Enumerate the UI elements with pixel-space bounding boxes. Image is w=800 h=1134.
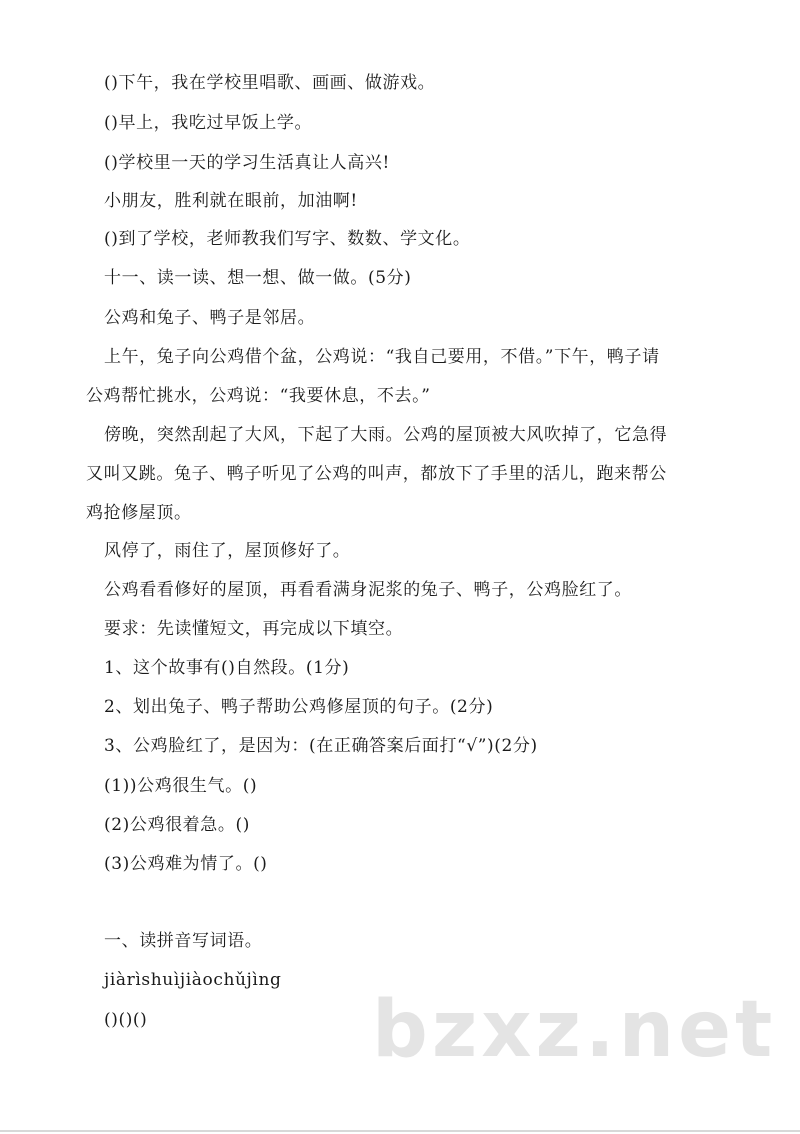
- answer-blanks: ()()(): [104, 1010, 148, 1030]
- requirement-text: 要求：先读懂短文，再完成以下填空。: [104, 619, 404, 639]
- option-2: (2)公鸡很着急。(): [104, 815, 250, 835]
- story-paragraph-3-line-1: 傍晚，突然刮起了大风，下起了大雨。公鸡的屋顶被大风吹掉了，它急得: [104, 425, 668, 445]
- option-1: (1))公鸡很生气。(): [104, 776, 258, 796]
- section-one-heading: 一、读拼音写词语。: [104, 931, 263, 951]
- section-eleven-heading: 十一、读一读、想一想、做一做。(5分): [104, 268, 412, 288]
- page-bottom-divider: [0, 1130, 800, 1132]
- question-2: 2、划出兔子、鸭子帮助公鸡修屋顶的句子。(2分): [104, 697, 494, 717]
- story-paragraph-1: 公鸡和兔子、鸭子是邻居。: [104, 308, 316, 328]
- sentence-happy: ()学校里一天的学习生活真让人高兴!: [104, 153, 390, 173]
- story-paragraph-3-line-2: 又叫又跳。兔子、鸭子听见了公鸡的叫声，都放下了手里的活儿，跑来帮公: [86, 464, 667, 484]
- story-paragraph-3-line-3: 鸡抢修屋顶。: [86, 503, 192, 523]
- story-paragraph-2-line-1: 上午，兔子向公鸡借个盆，公鸡说：“我自己要用，不借。”下午，鸭子请: [104, 347, 660, 367]
- sentence-arrive-school: ()到了学校，老师教我们写字、数数、学文化。: [104, 229, 471, 249]
- encouragement-text: 小朋友，胜利就在眼前，加油啊!: [104, 191, 358, 211]
- option-3: (3)公鸡难为情了。(): [104, 854, 268, 874]
- pinyin-line: jiàrìshuìjiàochǔjìng: [104, 970, 282, 990]
- story-paragraph-5: 公鸡看看修好的屋顶，再看看满身泥浆的兔子、鸭子，公鸡脸红了。: [104, 580, 632, 600]
- question-1: 1、这个故事有()自然段。(1分): [104, 658, 350, 678]
- sentence-morning: ()早上，我吃过早饭上学。: [104, 113, 313, 133]
- question-3: 3、公鸡脸红了，是因为：(在正确答案后面打“√”)(2分): [104, 736, 538, 756]
- story-paragraph-2-line-2: 公鸡帮忙挑水，公鸡说：“我要休息，不去。”: [86, 386, 431, 406]
- sentence-afternoon: ()下午，我在学校里唱歌、画画、做游戏。: [104, 73, 436, 93]
- story-paragraph-4: 风停了，雨住了，屋顶修好了。: [104, 541, 351, 561]
- watermark-logo: bzxz.net: [372, 985, 777, 1075]
